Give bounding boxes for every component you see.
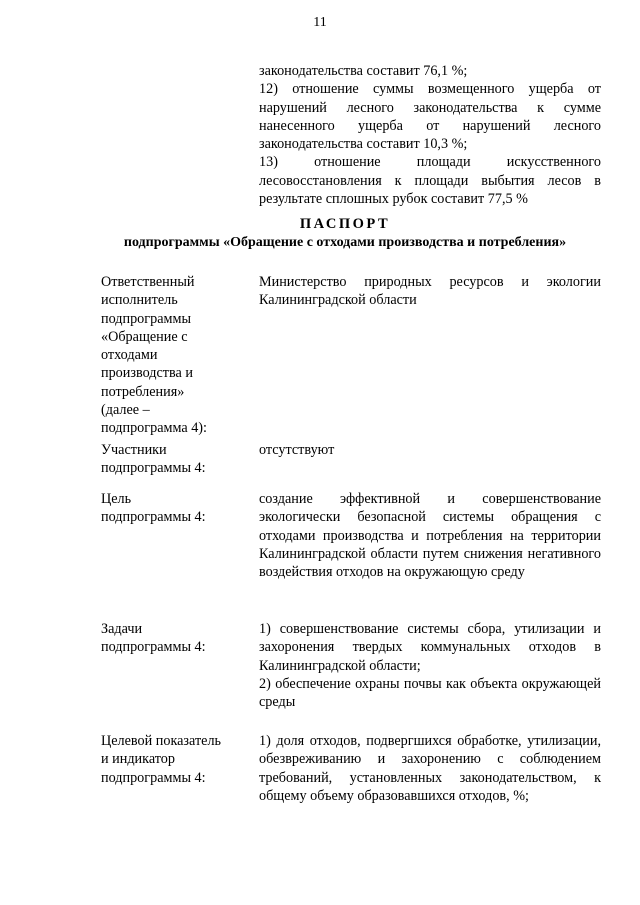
label-line: (далее – [101, 402, 150, 419]
row-value-indicator [259, 732, 601, 805]
row-label-goal [101, 490, 241, 527]
label-line: подпрограммы 4: [101, 769, 206, 786]
label-line: Целевой показатель [101, 733, 221, 749]
row-label-responsible [101, 273, 241, 438]
label-line: Участники [101, 442, 167, 458]
label-line: Ответственный [101, 274, 195, 290]
row-label-indicator [101, 732, 241, 787]
label-line: производства и [101, 365, 193, 382]
label-line: отходами [101, 347, 158, 364]
label-line: и индикатор [101, 751, 175, 768]
row-value-tasks [259, 620, 601, 711]
label-line: подпрограммы 4: [101, 639, 206, 656]
label-line: «Обращение с [101, 328, 188, 345]
passport-subtitle: подпрограммы «Обращение с отходами производства и потребления» [123, 235, 567, 250]
intro-paragraph-1: законодательства составит 76,1 %; [259, 63, 468, 79]
label-line: исполнитель [101, 292, 178, 309]
row-label-participants [101, 441, 241, 478]
intro-paragraph-2: 12) отношение суммы возмещенного ущерба от нарушений лесного законодательства к сумме нанесенного ущерба от нарушений лесного законодательства составит 10,3 %; [259, 81, 601, 153]
passport-title: ПАСПОРТ [299, 216, 391, 232]
row-label-tasks [101, 620, 241, 657]
label-line: подпрограммы 4: [101, 509, 206, 526]
label-line: подпрограмма 4): [101, 420, 207, 437]
value-paragraph: Министерство природных ресурсов и экологии Калининградской области [259, 274, 601, 309]
label-line: подпрограммы 4: [101, 460, 206, 477]
page-number: 11 [313, 15, 327, 30]
intro-text [259, 62, 601, 208]
row-value-responsible [259, 273, 601, 310]
row-value-goal [259, 490, 601, 581]
value-paragraph: 2) обеспечение охраны почвы как объекта окружающей среды [259, 675, 601, 711]
value-paragraph: 1) доля отходов, подвергшихся обработке, утилизации, обезвреживанию и захоронению с соблюдением требований, установленных законодательством, к общему объему образовавшихся отходов, %; [259, 733, 601, 804]
value-paragraph: создание эффективной и совершенствование экологически безопасной системы обращения с отходами производства и потребления на территории Калининградской области путем снижения негативного воздействия отходов на окружающую среду [259, 491, 601, 581]
value-paragraph: 1) совершенствование системы сбора, утилизации и захоронения твердых коммунальных отходов в Калининградской области; [259, 621, 601, 674]
value-paragraph: отсутствуют [259, 442, 335, 458]
label-line: потребления» [101, 383, 185, 400]
row-value-participants [259, 441, 601, 459]
label-line: Цель [101, 491, 132, 507]
label-line: Задачи [101, 621, 143, 637]
intro-paragraph-3: 13) отношение площади искусственного лесовосстановления к площади выбытия лесов в результате сплошных рубок составит 77,5 % [259, 154, 601, 208]
label-line: подпрограммы [101, 310, 191, 327]
